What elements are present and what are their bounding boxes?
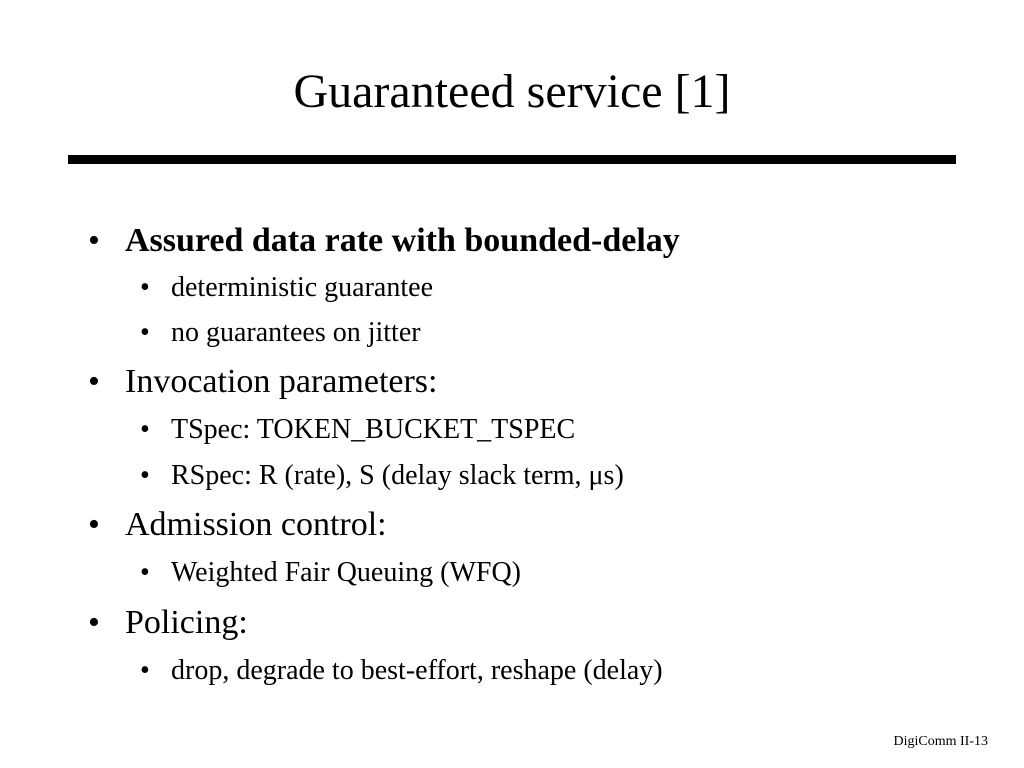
bullet-glyph: • <box>88 506 100 543</box>
bullet-text: deterministic guarantee <box>171 272 433 303</box>
bullet-text: RSpec: R (rate), S (delay slack term, μs) <box>171 460 624 491</box>
bullet-glyph: • <box>140 557 150 588</box>
sub-bullet-policing-actions <box>140 654 663 688</box>
bullet-glyph: • <box>140 317 150 348</box>
sub-bullet-tspec <box>140 413 575 447</box>
sub-bullet-wfq <box>140 556 521 590</box>
slide-footer: DigiComm II-13 <box>893 734 988 749</box>
bullet-text: Assured data rate with bounded-delay <box>125 222 680 259</box>
bullet-text: drop, degrade to best-effort, reshape (delay) <box>171 655 663 686</box>
bullet-item-admission-control <box>88 505 387 545</box>
bullet-text: no guarantees on jitter <box>171 317 421 348</box>
bullet-text: TSpec: TOKEN_BUCKET_TSPEC <box>171 414 576 445</box>
bullet-item-invocation-parameters <box>88 362 437 402</box>
bullet-text: Admission control: <box>125 506 387 543</box>
slide-title: Guaranteed service [1] <box>293 65 731 118</box>
bullet-glyph: • <box>88 604 100 641</box>
title-underline-rule <box>68 155 956 164</box>
bullet-item-policing <box>88 603 248 643</box>
bullet-item-assured-data-rate <box>88 221 680 261</box>
sub-bullet-deterministic-guarantee <box>140 271 433 305</box>
bullet-text: Invocation parameters: <box>125 363 438 400</box>
bullet-glyph: • <box>140 655 150 686</box>
bullet-glyph: • <box>140 460 150 491</box>
bullet-glyph: • <box>140 272 150 303</box>
bullet-text: Policing: <box>125 604 248 641</box>
sub-bullet-rspec <box>140 459 624 493</box>
bullet-text: Weighted Fair Queuing (WFQ) <box>171 557 521 588</box>
bullet-glyph: • <box>88 363 100 400</box>
sub-bullet-no-jitter-guarantees <box>140 316 421 350</box>
bullet-glyph: • <box>140 414 150 445</box>
bullet-glyph: • <box>88 222 100 259</box>
